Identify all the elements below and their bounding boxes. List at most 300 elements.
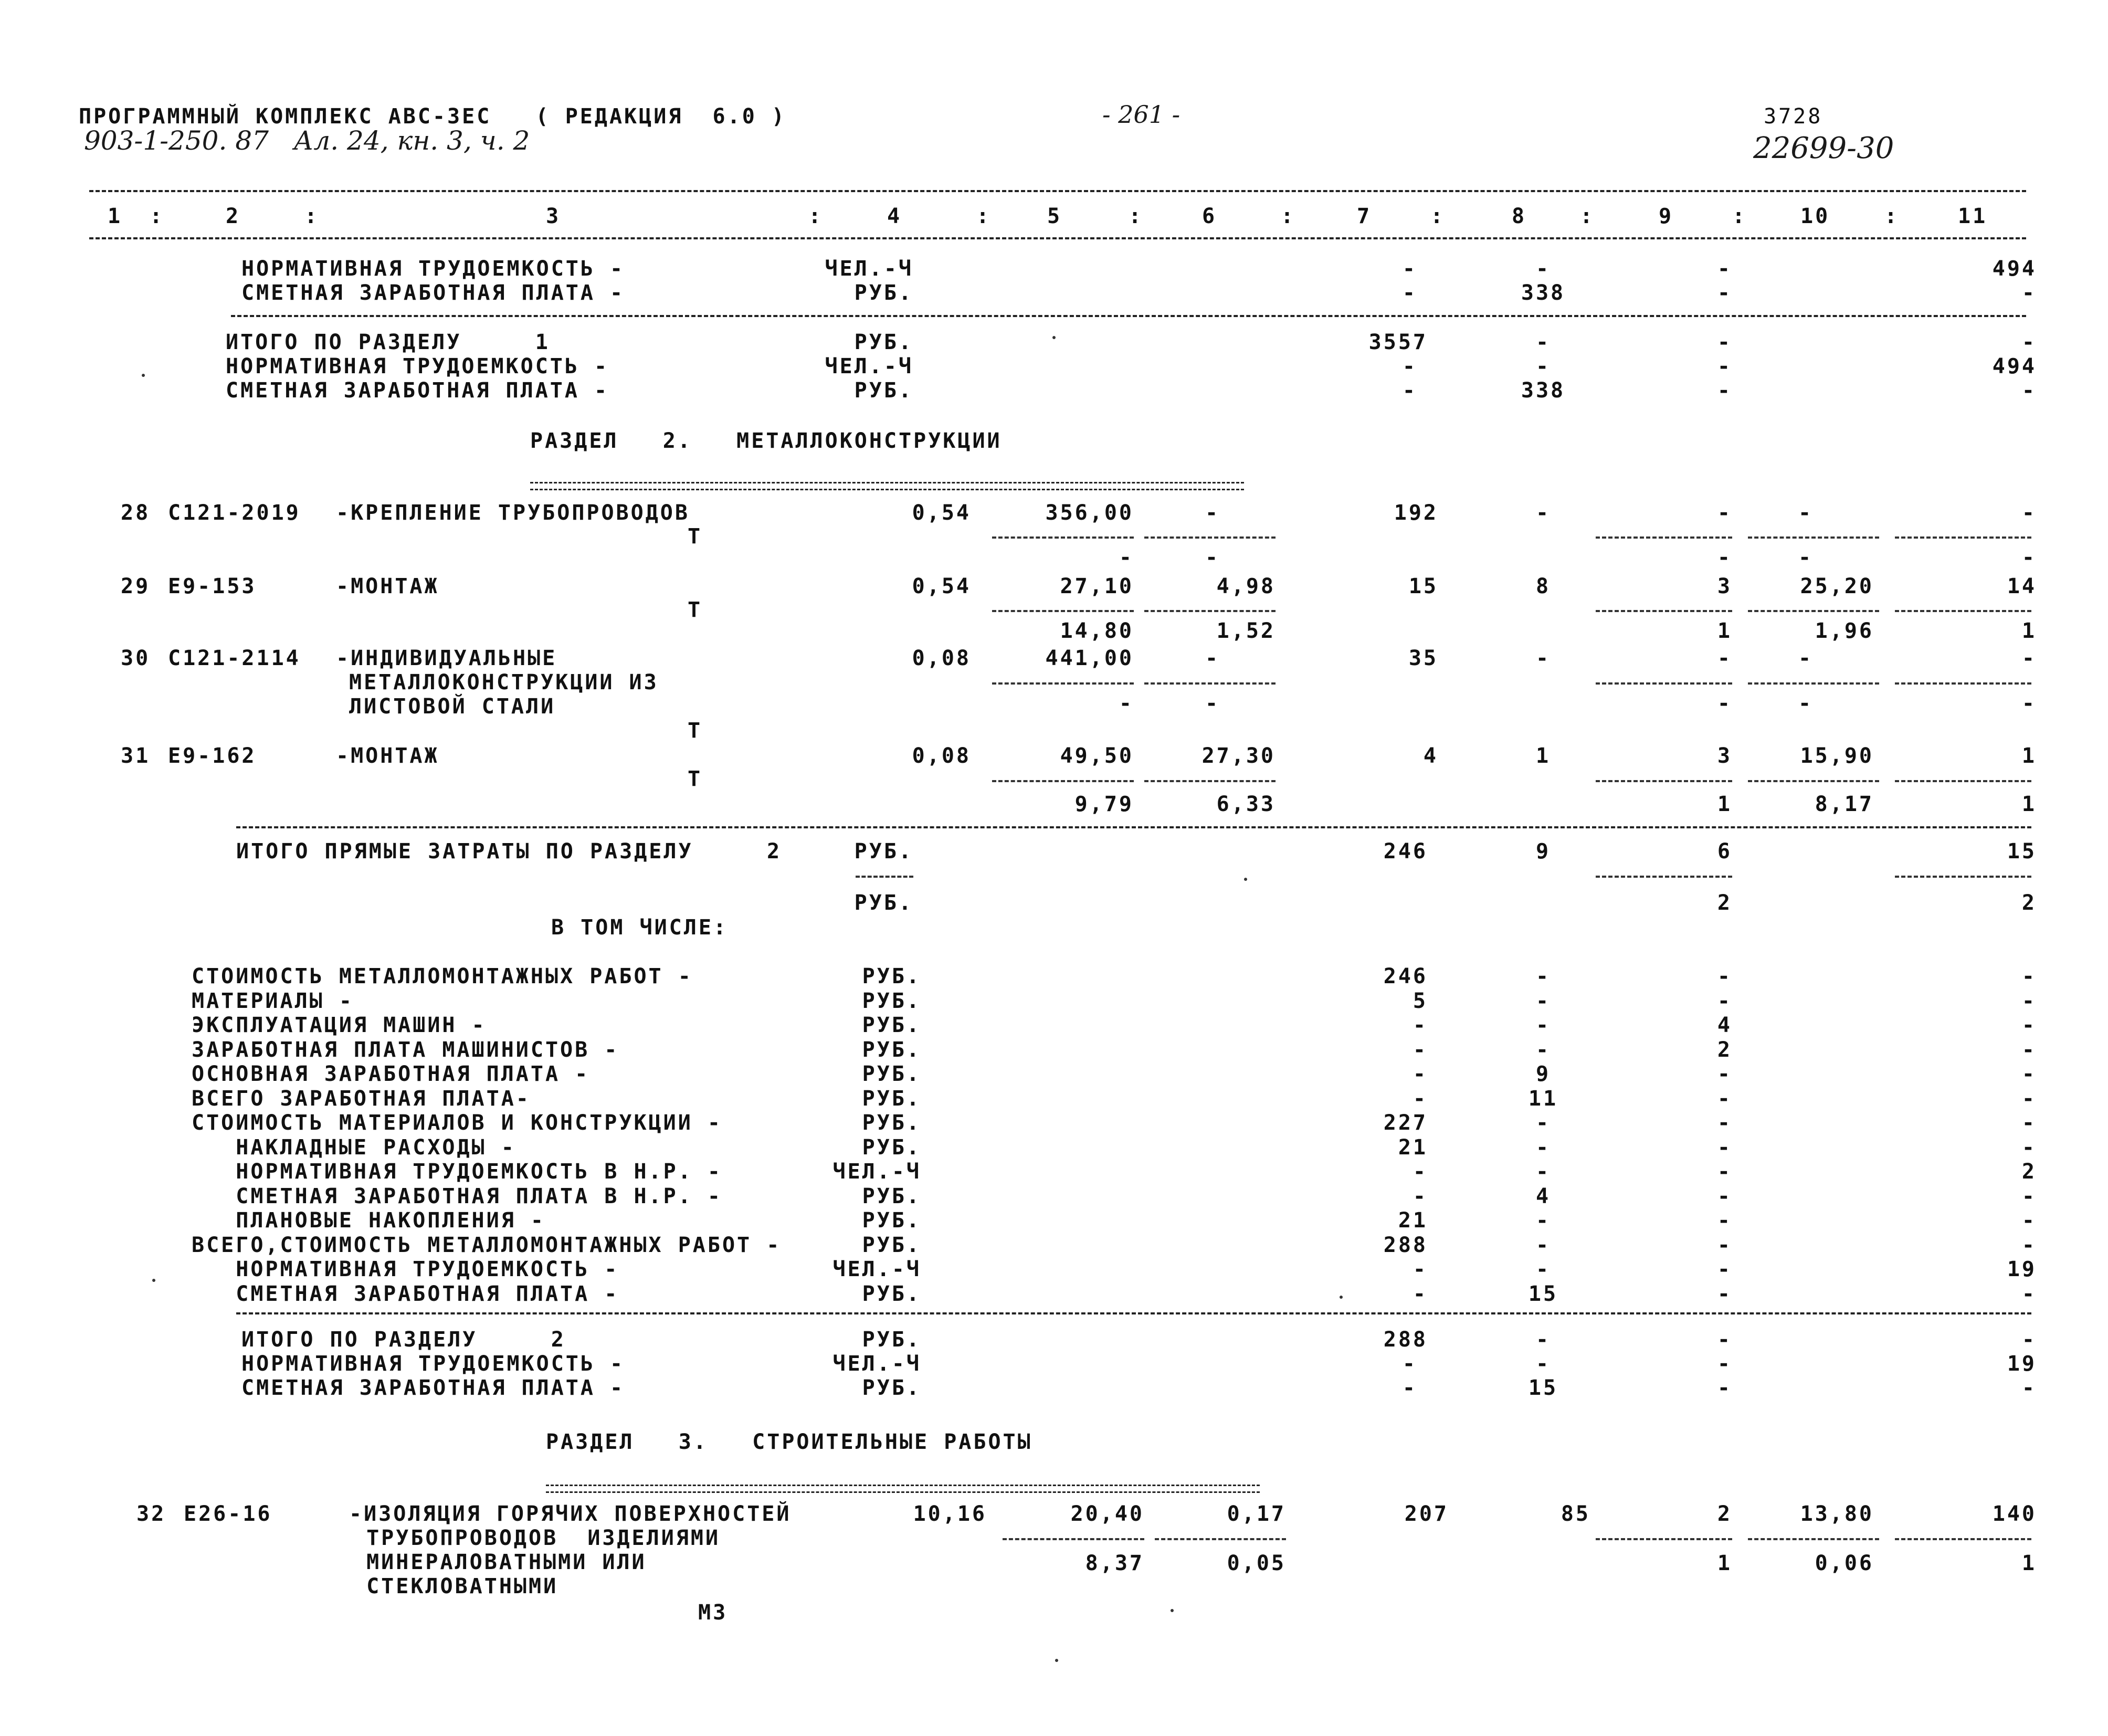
cell-c10-sub: -	[1798, 691, 1814, 716]
cell-c8: -	[1535, 1160, 1551, 1184]
row-label: СМЕТНАЯ ЗАРАБОТНАЯ ПЛАТА -	[226, 378, 609, 403]
col-header-6: 6	[1202, 204, 1217, 228]
item-number: 31	[121, 744, 151, 768]
row-unit: РУБ.	[854, 330, 913, 354]
col-header-5: 5	[1047, 204, 1062, 228]
cell-c11-sub: 2	[2021, 891, 2037, 915]
item-description: -ИЗОЛЯЦИЯ ГОРЯЧИХ ПОВЕРХНОСТЕЙ	[349, 1502, 792, 1526]
cell-c7: -	[1413, 1160, 1428, 1184]
cell-c10: 13,80	[1800, 1502, 1874, 1526]
subtotal-rule	[1895, 610, 2031, 612]
cell-c6-sub: 0,05	[1227, 1551, 1286, 1575]
cell-c9: -	[1717, 1282, 1732, 1306]
cell-c7: -	[1413, 1184, 1428, 1208]
cell-c8: 15	[1528, 1376, 1558, 1400]
cell-c7: -	[1413, 1087, 1428, 1111]
item-number: 32	[136, 1502, 166, 1526]
cell-c11: -	[2021, 1038, 2037, 1062]
subtotal-rule	[1748, 536, 1879, 539]
cell-c11: -	[2021, 1376, 2037, 1400]
cell-c7: 35	[1408, 646, 1438, 670]
cell-c4: 10,16	[913, 1502, 987, 1526]
row-unit: РУБ.	[862, 964, 921, 988]
cell-c5: 356,00	[1045, 501, 1134, 525]
item-number: 29	[121, 574, 151, 598]
item-unit: М3	[698, 1601, 728, 1625]
scan-speck	[1052, 336, 1056, 339]
cell-c11: 15	[2007, 839, 2037, 864]
cell-c9: -	[1717, 1328, 1732, 1352]
cell-c9-sub: 1	[1717, 619, 1732, 643]
cell-c8: -	[1535, 1233, 1551, 1257]
cell-c7: -	[1402, 1376, 1417, 1400]
row-label: ИТОГО ПО РАЗДЕЛУ 1	[226, 330, 550, 354]
cell-c7: -	[1413, 1013, 1428, 1037]
col-sep: :	[1884, 204, 1900, 228]
item-description: СТЕКЛОВАТНЫМИ	[352, 1574, 558, 1598]
cell-c6-sub: 6,33	[1216, 792, 1276, 816]
program-header: ПРОГРАММНЫЙ КОМПЛЕКС АВС-ЗЕС ( РЕДАКЦИЯ 6.0 )	[79, 104, 786, 129]
cell-c7: -	[1413, 1257, 1428, 1281]
row-unit: ЧЕЛ.-Ч	[825, 354, 913, 378]
cell-c6-sub: -	[1205, 691, 1220, 716]
cell-c6-sub: -	[1205, 545, 1220, 570]
subtotal-rule	[1596, 682, 1732, 685]
cell-c11-sub: 1	[2021, 1551, 2037, 1575]
row-unit: РУБ.	[862, 1184, 921, 1208]
subtotal-rule	[1895, 876, 2031, 878]
cell-c5-sub: 9,79	[1074, 792, 1134, 816]
cell-c9-sub: -	[1717, 545, 1732, 570]
cell-c11: 494	[1992, 257, 2037, 281]
col-sep: :	[1129, 204, 1144, 228]
cell-c9: 6	[1717, 839, 1732, 864]
row-label: СТОИМОСТЬ МАТЕРИАЛОВ И КОНСТРУКЦИИ -	[192, 1111, 722, 1135]
cell-c6: 0,17	[1227, 1502, 1286, 1526]
cell-c11: -	[2021, 378, 2037, 403]
cell-c7: -	[1413, 1062, 1428, 1086]
cell-c5: 20,40	[1070, 1502, 1144, 1526]
row-unit: РУБ.	[862, 1208, 921, 1233]
cell-c7: -	[1402, 1352, 1417, 1376]
cell-c11: 1	[2021, 744, 2037, 768]
cell-c8: -	[1535, 1328, 1551, 1352]
col-sep: :	[976, 204, 992, 228]
page-number: - 261 -	[1102, 100, 1181, 129]
cell-c11: -	[2021, 1087, 2037, 1111]
cell-c7: 227	[1383, 1111, 1428, 1135]
item-code: Е9-153	[168, 574, 257, 598]
row-unit: РУБ.	[862, 989, 921, 1013]
cell-c11: -	[2021, 330, 2037, 354]
cell-c11: -	[2021, 1062, 2037, 1086]
cell-c8: -	[1535, 1135, 1551, 1160]
cell-c7: -	[1402, 354, 1417, 378]
cell-c9: -	[1717, 1160, 1732, 1184]
cell-c7: 192	[1394, 501, 1438, 525]
section-3-title: РАЗДЕЛ 3. СТРОИТЕЛЬНЫЕ РАБОТЫ	[546, 1430, 1032, 1454]
cell-c11-sub: 1	[2021, 792, 2037, 816]
cell-c10: 25,20	[1800, 574, 1874, 598]
item-description: ЛИСТОВОЙ СТАЛИ	[349, 695, 556, 719]
cell-c11: -	[2021, 1233, 2037, 1257]
item-description: -МОНТАЖ	[336, 574, 439, 598]
cell-c8: -	[1535, 646, 1551, 670]
cell-c11: -	[2021, 501, 2037, 525]
cell-c11: 14	[2007, 574, 2037, 598]
section-3-underline	[546, 1485, 1260, 1493]
cell-c5-sub: 8,37	[1085, 1551, 1144, 1575]
row-label: НАКЛАДНЫЕ РАСХОДЫ -	[192, 1135, 516, 1160]
cell-c11: 2	[2021, 1160, 2037, 1184]
subtotal-rule	[1748, 780, 1879, 782]
cell-c11: -	[2021, 1208, 2037, 1233]
row-unit: РУБ.	[862, 1376, 921, 1400]
item-unit: Т	[688, 598, 703, 622]
row-label: ОСНОВНАЯ ЗАРАБОТНАЯ ПЛАТА -	[192, 1062, 590, 1086]
cell-c10-sub: -	[1798, 545, 1814, 570]
row-unit: РУБ.	[862, 1038, 921, 1062]
cell-c7: 246	[1383, 964, 1428, 988]
row-unit: РУБ.	[862, 1328, 921, 1352]
cell-c7: 246	[1383, 839, 1428, 864]
col-sep: :	[1580, 204, 1595, 228]
cell-c8: 85	[1561, 1502, 1590, 1526]
row-unit: РУБ.	[862, 1282, 921, 1306]
row-unit: РУБ.	[854, 281, 913, 305]
cell-c10-sub: 0,06	[1815, 1551, 1874, 1575]
scan-speck	[152, 1279, 155, 1282]
cell-c5-sub: -	[1119, 691, 1134, 716]
cell-c11: 140	[1992, 1502, 2037, 1526]
row-label: ЭКСПЛУАТАЦИЯ МАШИН -	[192, 1013, 487, 1037]
cell-c7: -	[1413, 1038, 1428, 1062]
cell-c8: 11	[1528, 1087, 1558, 1111]
col-header-3: 3	[546, 204, 561, 228]
row-unit: РУБ.	[862, 1233, 921, 1257]
cell-c8: -	[1535, 257, 1551, 281]
subtotal-rule	[992, 780, 1134, 782]
section-2-items-rule	[236, 826, 2031, 828]
cell-c9: 2	[1717, 1502, 1732, 1526]
row-unit: РУБ.	[862, 1135, 921, 1160]
item-description: ТРУБОПРОВОДОВ ИЗДЕЛИЯМИ	[352, 1526, 721, 1550]
cell-c7: -	[1413, 1282, 1428, 1306]
col-sep: :	[1430, 204, 1446, 228]
cell-c9: -	[1717, 1233, 1732, 1257]
cell-c7: -	[1402, 257, 1417, 281]
cell-c9: 3	[1717, 574, 1732, 598]
subtotal-rule	[1596, 610, 1732, 612]
cell-c8: -	[1535, 501, 1551, 525]
subtotal-rule	[1895, 1538, 2031, 1540]
cell-c11: 494	[1992, 354, 2037, 378]
cell-c8: 1	[1535, 744, 1551, 768]
subtotal-rule	[1144, 610, 1276, 612]
cell-c10: -	[1798, 501, 1814, 525]
row-label: МАТЕРИАЛЫ -	[192, 989, 354, 1013]
section-2-title: РАЗДЕЛ 2. МЕТАЛЛОКОНСТРУКЦИИ	[530, 429, 1002, 453]
item-description: МИНЕРАЛОВАТНЫМИ ИЛИ	[352, 1550, 647, 1574]
cell-c10-sub: 1,96	[1815, 619, 1874, 643]
cell-c7: 3557	[1368, 330, 1428, 354]
row-unit: ЧЕЛ.-Ч	[832, 1160, 921, 1184]
cell-c9: -	[1717, 646, 1732, 670]
subtotal-rule	[1748, 610, 1879, 612]
subtotal-rule	[1596, 876, 1732, 878]
cell-c9: -	[1717, 257, 1732, 281]
header-rule-bottom	[89, 237, 2026, 239]
cell-c8: 15	[1528, 1282, 1558, 1306]
cell-c6: 4,98	[1216, 574, 1276, 598]
row-unit: РУБ.	[854, 378, 913, 403]
item-number: 28	[121, 501, 151, 525]
cell-c8: -	[1535, 1038, 1551, 1062]
subtotal-rule	[856, 876, 913, 878]
cell-c9: -	[1717, 1257, 1732, 1281]
col-header-10: 10	[1800, 204, 1830, 228]
cell-c9: -	[1717, 964, 1732, 988]
row-unit: РУБ.	[854, 891, 913, 915]
row-unit: РУБ.	[862, 1111, 921, 1135]
row-label: СМЕТНАЯ ЗАРАБОТНАЯ ПЛАТА -	[241, 1376, 625, 1400]
row-label: ПЛАНОВЫЕ НАКОПЛЕНИЯ -	[192, 1208, 545, 1233]
cell-c9: -	[1717, 1376, 1732, 1400]
header-rule-top	[89, 190, 2026, 192]
cell-c7: 207	[1404, 1502, 1449, 1526]
cell-c8: -	[1535, 1352, 1551, 1376]
cell-c9: 3	[1717, 744, 1732, 768]
cell-c11: -	[2021, 1184, 2037, 1208]
cell-c7: 21	[1398, 1208, 1428, 1233]
handwritten-reference: 903-1-250. 87 Ал. 24, кн. 3, ч. 2	[84, 125, 530, 156]
item-unit: Т	[688, 767, 703, 791]
row-label: ВСЕГО,СТОИМОСТЬ МЕТАЛЛОМОНТАЖНЫХ РАБОТ -	[192, 1233, 782, 1257]
cell-c8: -	[1535, 1013, 1551, 1037]
cell-c11-sub: -	[2021, 691, 2037, 716]
col-header-1: 1	[108, 204, 123, 228]
section-1-rule	[231, 315, 2026, 317]
item-description: -КРЕПЛЕНИЕ ТРУБОПРОВОДОВ	[336, 501, 690, 525]
subtotal-rule	[1144, 536, 1276, 539]
cell-c11-sub: -	[2021, 545, 2037, 570]
cell-c5-sub: 14,80	[1060, 619, 1134, 643]
cell-c6: -	[1205, 646, 1220, 670]
cell-c11: -	[2021, 1328, 2037, 1352]
cell-c4: 0,08	[912, 646, 971, 670]
cell-c7: 15	[1408, 574, 1438, 598]
col-sep: :	[1281, 204, 1296, 228]
scan-speck	[1055, 1659, 1058, 1662]
row-label: НОРМАТИВНАЯ ТРУДОЕМКОСТЬ -	[192, 1257, 619, 1281]
row-label: НОРМАТИВНАЯ ТРУДОЕМКОСТЬ В Н.Р. -	[192, 1160, 722, 1184]
item-description: -МОНТАЖ	[336, 744, 439, 768]
col-header-7: 7	[1357, 204, 1372, 228]
cell-c5: 27,10	[1060, 574, 1134, 598]
column-header-row	[0, 205, 2108, 231]
cell-c4: 0,54	[912, 574, 971, 598]
cell-c9: 4	[1717, 1013, 1732, 1037]
item-unit: Т	[688, 719, 703, 743]
scan-speck	[1244, 878, 1247, 881]
row-label: НОРМАТИВНАЯ ТРУДОЕМКОСТЬ -	[241, 257, 625, 281]
col-sep: :	[304, 204, 320, 228]
item-code: С121-2114	[168, 646, 301, 670]
cell-c9: -	[1717, 378, 1732, 403]
col-header-8: 8	[1512, 204, 1527, 228]
cell-c11: -	[2021, 281, 2037, 305]
cell-c8: -	[1535, 354, 1551, 378]
row-unit: ЧЕЛ.-Ч	[825, 257, 913, 281]
document-code-top: 3728	[1764, 104, 1823, 129]
row-unit: РУБ.	[862, 1062, 921, 1086]
row-label: НОРМАТИВНАЯ ТРУДОЕМКОСТЬ -	[226, 354, 609, 378]
cell-c9: 2	[1717, 1038, 1732, 1062]
row-label: СМЕТНАЯ ЗАРАБОТНАЯ ПЛАТА -	[192, 1282, 619, 1306]
cell-c6: 27,30	[1201, 744, 1276, 768]
row-label: ИТОГО ПРЯМЫЕ ЗАТРАТЫ ПО РАЗДЕЛУ 2	[236, 839, 782, 864]
item-code: Е9-162	[168, 744, 257, 768]
item-unit: Т	[688, 524, 703, 549]
subtotal-rule	[1895, 536, 2031, 539]
cell-c9-sub: -	[1717, 691, 1732, 716]
row-unit: РУБ.	[854, 839, 913, 864]
cell-c9: -	[1717, 354, 1732, 378]
subtotal-rule	[1895, 682, 2031, 685]
subtotal-rule	[1895, 780, 2031, 782]
cell-c8: 338	[1521, 281, 1566, 305]
cell-c7: 4	[1423, 744, 1438, 768]
cell-c9: -	[1717, 1184, 1732, 1208]
cell-c11: -	[2021, 1013, 2037, 1037]
scan-speck	[142, 374, 145, 377]
cell-c5: 49,50	[1060, 744, 1134, 768]
cell-c8: -	[1535, 1257, 1551, 1281]
cell-c9-sub: 1	[1717, 1551, 1732, 1575]
cell-c7: 288	[1383, 1328, 1428, 1352]
cell-c9: -	[1717, 1135, 1732, 1160]
col-sep: :	[1732, 204, 1747, 228]
row-unit: ЧЕЛ.-Ч	[832, 1352, 921, 1376]
section-2-breakdown-rule	[236, 1312, 2031, 1314]
cell-c5: 441,00	[1045, 646, 1134, 670]
document-code-bottom: 22699-30	[1753, 131, 1894, 165]
cell-c8: -	[1535, 330, 1551, 354]
cell-c11: -	[2021, 1282, 2037, 1306]
row-label: ИТОГО ПО РАЗДЕЛУ 2	[241, 1328, 566, 1352]
cell-c8: -	[1535, 964, 1551, 988]
col-header-11: 11	[1958, 204, 1988, 228]
cell-c6-sub: 1,52	[1216, 619, 1276, 643]
row-label: НОРМАТИВНАЯ ТРУДОЕМКОСТЬ -	[241, 1352, 625, 1376]
cell-c7: 5	[1413, 989, 1428, 1013]
row-unit: РУБ.	[862, 1013, 921, 1037]
cell-c10: -	[1798, 646, 1814, 670]
cell-c9: -	[1717, 1087, 1732, 1111]
section-2-underline	[530, 482, 1244, 490]
subtotal-rule	[1748, 1538, 1879, 1540]
cell-c9-sub: 2	[1717, 891, 1732, 915]
cell-c9: -	[1717, 281, 1732, 305]
col-sep: :	[150, 204, 165, 228]
cell-c8: 9	[1535, 839, 1551, 864]
cell-c7: -	[1402, 378, 1417, 403]
row-label: ВСЕГО ЗАРАБОТНАЯ ПЛАТА-	[192, 1087, 531, 1111]
cell-c8: -	[1535, 989, 1551, 1013]
cell-c11: -	[2021, 1111, 2037, 1135]
cell-c11: 19	[2007, 1352, 2037, 1376]
item-number: 30	[121, 646, 151, 670]
row-label: СМЕТНАЯ ЗАРАБОТНАЯ ПЛАТА -	[241, 281, 625, 305]
cell-c9: -	[1717, 1111, 1732, 1135]
cell-c8: 4	[1535, 1184, 1551, 1208]
scan-speck	[1171, 1609, 1174, 1612]
cell-c9: -	[1717, 330, 1732, 354]
cell-c7: 288	[1383, 1233, 1428, 1257]
col-header-4: 4	[887, 204, 902, 228]
cell-c11: -	[2021, 646, 2037, 670]
cell-c10-sub: 8,17	[1815, 792, 1874, 816]
subtotal-rule	[1144, 780, 1276, 782]
subtotal-rule	[1003, 1538, 1144, 1540]
cell-c9-sub: 1	[1717, 792, 1732, 816]
cell-c7: 21	[1398, 1135, 1428, 1160]
item-code: Е26-16	[184, 1502, 272, 1526]
cell-c11: 19	[2007, 1257, 2037, 1281]
row-unit: РУБ.	[862, 1087, 921, 1111]
cell-c4: 0,54	[912, 501, 971, 525]
cell-c11: -	[2021, 964, 2037, 988]
subtotal-rule	[992, 610, 1134, 612]
subtotal-rule	[1155, 1538, 1286, 1540]
item-description: -ИНДИВИДУАЛЬНЫЕ	[336, 646, 557, 670]
cell-c8: 338	[1521, 378, 1566, 403]
subtotal-rule	[1596, 780, 1732, 782]
subtotal-rule	[992, 536, 1134, 539]
subheading: В ТОМ ЧИСЛЕ:	[551, 916, 728, 940]
cell-c6: -	[1205, 501, 1220, 525]
row-label: ЗАРАБОТНАЯ ПЛАТА МАШИНИСТОВ -	[192, 1038, 619, 1062]
cell-c11: -	[2021, 1135, 2037, 1160]
cell-c11: -	[2021, 989, 2037, 1013]
subtotal-rule	[1748, 682, 1879, 685]
col-sep: :	[808, 204, 824, 228]
cell-c9: -	[1717, 501, 1732, 525]
cell-c9: -	[1717, 1208, 1732, 1233]
cell-c9: -	[1717, 1352, 1732, 1376]
cell-c5-sub: -	[1119, 545, 1134, 570]
item-description: МЕТАЛЛОКОНСТРУКЦИИ ИЗ	[349, 670, 659, 695]
row-unit: ЧЕЛ.-Ч	[832, 1257, 921, 1281]
col-header-9: 9	[1659, 204, 1674, 228]
cell-c8: -	[1535, 1208, 1551, 1233]
row-label: СТОИМОСТЬ МЕТАЛЛОМОНТАЖНЫХ РАБОТ -	[192, 964, 693, 988]
subtotal-rule	[992, 682, 1134, 685]
cell-c4: 0,08	[912, 744, 971, 768]
col-header-2: 2	[226, 204, 241, 228]
subtotal-rule	[1596, 536, 1732, 539]
cell-c11-sub: 1	[2021, 619, 2037, 643]
cell-c7: -	[1402, 281, 1417, 305]
item-code: С121-2019	[168, 501, 301, 525]
subtotal-rule	[1144, 682, 1276, 685]
cell-c8: 8	[1535, 574, 1551, 598]
cell-c10: 15,90	[1800, 744, 1874, 768]
cell-c9: -	[1717, 989, 1732, 1013]
cell-c8: 9	[1535, 1062, 1551, 1086]
row-label: СМЕТНАЯ ЗАРАБОТНАЯ ПЛАТА В Н.Р. -	[192, 1184, 722, 1208]
cell-c8: -	[1535, 1111, 1551, 1135]
